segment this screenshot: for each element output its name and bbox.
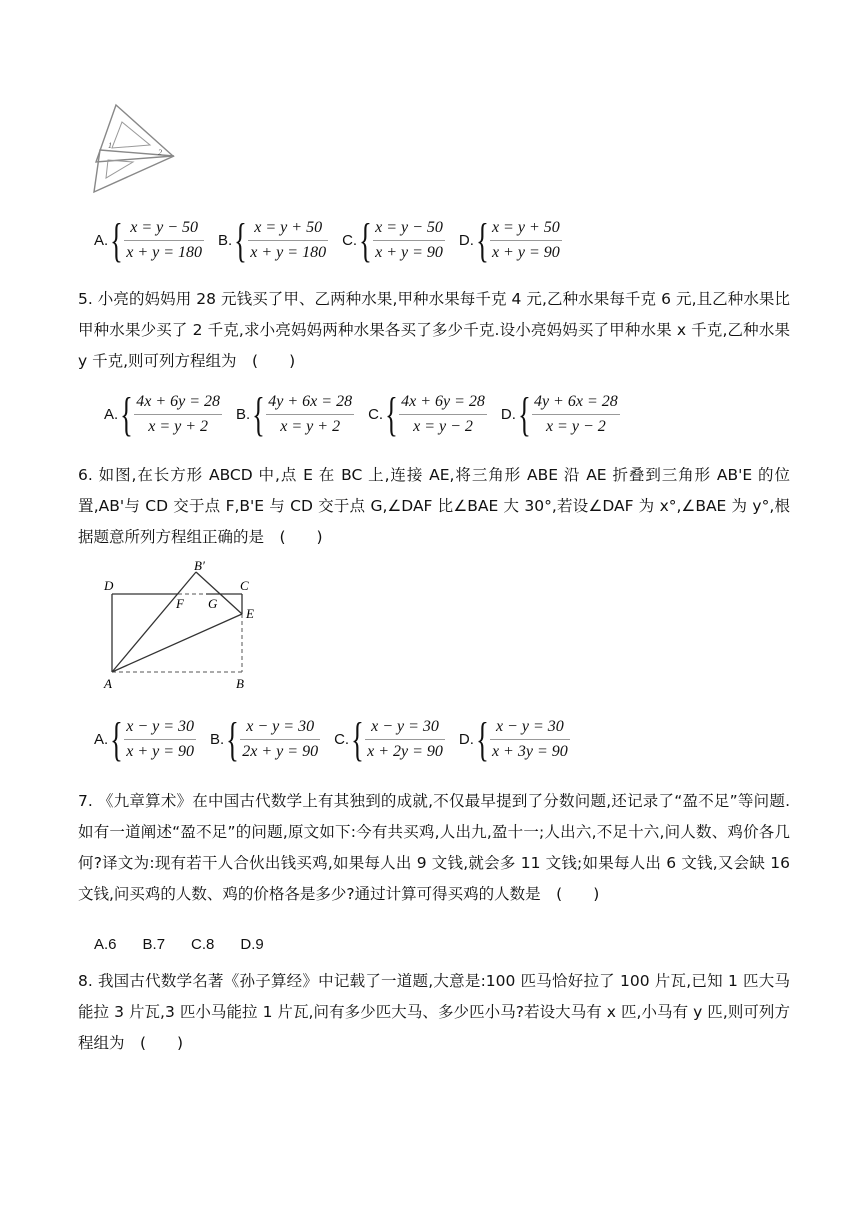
brace-icon: { bbox=[518, 387, 531, 441]
brace-icon: { bbox=[110, 213, 124, 267]
label-a: A bbox=[104, 676, 112, 691]
q4-option-a[interactable]: A. { x = y − 50 x + y = 180 bbox=[94, 213, 203, 267]
brace-icon: { bbox=[359, 213, 372, 267]
brace-icon: { bbox=[385, 387, 398, 441]
label-b: B bbox=[236, 676, 244, 691]
q5-option-d[interactable]: D. { 4y + 6x = 28 x = y − 2 bbox=[500, 387, 618, 441]
q5-option-a[interactable]: A. { 4x + 6y = 28 x = y + 2 bbox=[104, 387, 221, 441]
brace-icon: { bbox=[476, 712, 489, 766]
brace-icon: { bbox=[351, 712, 364, 766]
q4-options bbox=[94, 213, 576, 267]
label-c: C bbox=[240, 578, 249, 593]
brace-icon: { bbox=[476, 213, 489, 267]
q6-option-a[interactable]: A. { x − y = 30 x + y = 90 bbox=[94, 712, 195, 766]
q4-option-c[interactable]: C. { x = y − 50 x + y = 90 bbox=[342, 213, 443, 267]
q5-option-c[interactable]: C. { 4x + 6y = 28 x = y − 2 bbox=[368, 387, 485, 441]
set-squares-figure bbox=[78, 100, 182, 196]
q6-option-b[interactable]: B. { x − y = 30 2x + y = 90 bbox=[210, 712, 319, 766]
question-8-text: 8. 我国古代数学名著《孙子算经》中记载了一道题,大意是:100 匹马恰好拉了 100 片瓦,已知 1 匹大马能拉 3 片瓦,3 匹小马能拉 1 片瓦,问有多少匹大马、多少匹小马?若设大马有 x 匹,小马有 y 匹,则可列方程组为 ( ) bbox=[78, 972, 790, 1052]
q6-options bbox=[94, 712, 584, 766]
q7-options bbox=[94, 936, 264, 953]
label-e: E bbox=[246, 606, 254, 621]
rectangle-fold-figure bbox=[96, 556, 268, 692]
label-d: D bbox=[104, 578, 114, 593]
q5-option-b[interactable]: B. { 4y + 6x = 28 x = y + 2 bbox=[236, 387, 353, 441]
question-5-text: 5. 小亮的妈妈用 28 元钱买了甲、乙两种水果,甲种水果每千克 4 元,乙种水果每千克 6 元,且乙种水果比甲种水果少买了 2 千克,求小亮妈妈两种水果各买了多少千克.设小亮妈妈买了甲种水果 x 千克,乙种水果 y 千克,则可列方程组为 ( ) bbox=[78, 290, 790, 370]
brace-icon: { bbox=[234, 213, 248, 267]
q5-options bbox=[104, 387, 634, 441]
question-7-text: 7. 《九章算术》在中国古代数学上有其独到的成就,不仅最早提到了分数问题,还记录了“盈不足”等问题.如有一道阐述“盈不足”的问题,原文如下:今有共买鸡,人出九,盈十一;人出六,不足十六,问人数、鸡价各几何?译文为:现有若干人合伙出钱买鸡,如果每人出 9 文钱,就会多 11 文钱;如果每人出 6 文钱,又会缺 16 文钱,问买鸡的人数、鸡的价格各是多少?通过计算可得买鸡的人数是 ( ) bbox=[78, 792, 790, 903]
label-f: F bbox=[176, 596, 184, 611]
brace-icon: { bbox=[252, 387, 266, 441]
q4-option-b[interactable]: B. { x = y + 50 x + y = 180 bbox=[218, 213, 327, 267]
q7-option-a[interactable]: A.6 bbox=[94, 936, 117, 953]
label-g: G bbox=[208, 596, 218, 611]
q7-option-b[interactable]: B.7 bbox=[142, 936, 166, 953]
q6-option-d[interactable]: D. { x − y = 30 x + 3y = 90 bbox=[458, 712, 568, 766]
label-b-prime: B′ bbox=[194, 558, 205, 573]
svg-text:2: 2 bbox=[158, 148, 162, 157]
brace-icon: { bbox=[226, 712, 240, 766]
question-6-text: 6. 如图,在长方形 ABCD 中,点 E 在 BC 上,连接 AE,将三角形 ABE 沿 AE 折叠到三角形 AB'E 的位置,AB'与 CD 交于点 F,B'E 与 CD 交于点 G,∠DAF 比∠BAE 大 30°,若设∠DAF 为 x°,∠BAE 为 y°,根据题意所列方程组正确的是 ( ) bbox=[78, 466, 790, 546]
q7-option-c[interactable]: C.8 bbox=[191, 936, 215, 953]
q7-option-d[interactable]: D.9 bbox=[240, 936, 264, 953]
brace-icon: { bbox=[120, 387, 134, 441]
brace-icon: { bbox=[110, 712, 124, 766]
q4-option-d[interactable]: D. { x = y + 50 x + y = 90 bbox=[458, 213, 560, 267]
svg-text:1: 1 bbox=[108, 141, 112, 150]
q6-option-c[interactable]: C. { x − y = 30 x + 2y = 90 bbox=[334, 712, 443, 766]
